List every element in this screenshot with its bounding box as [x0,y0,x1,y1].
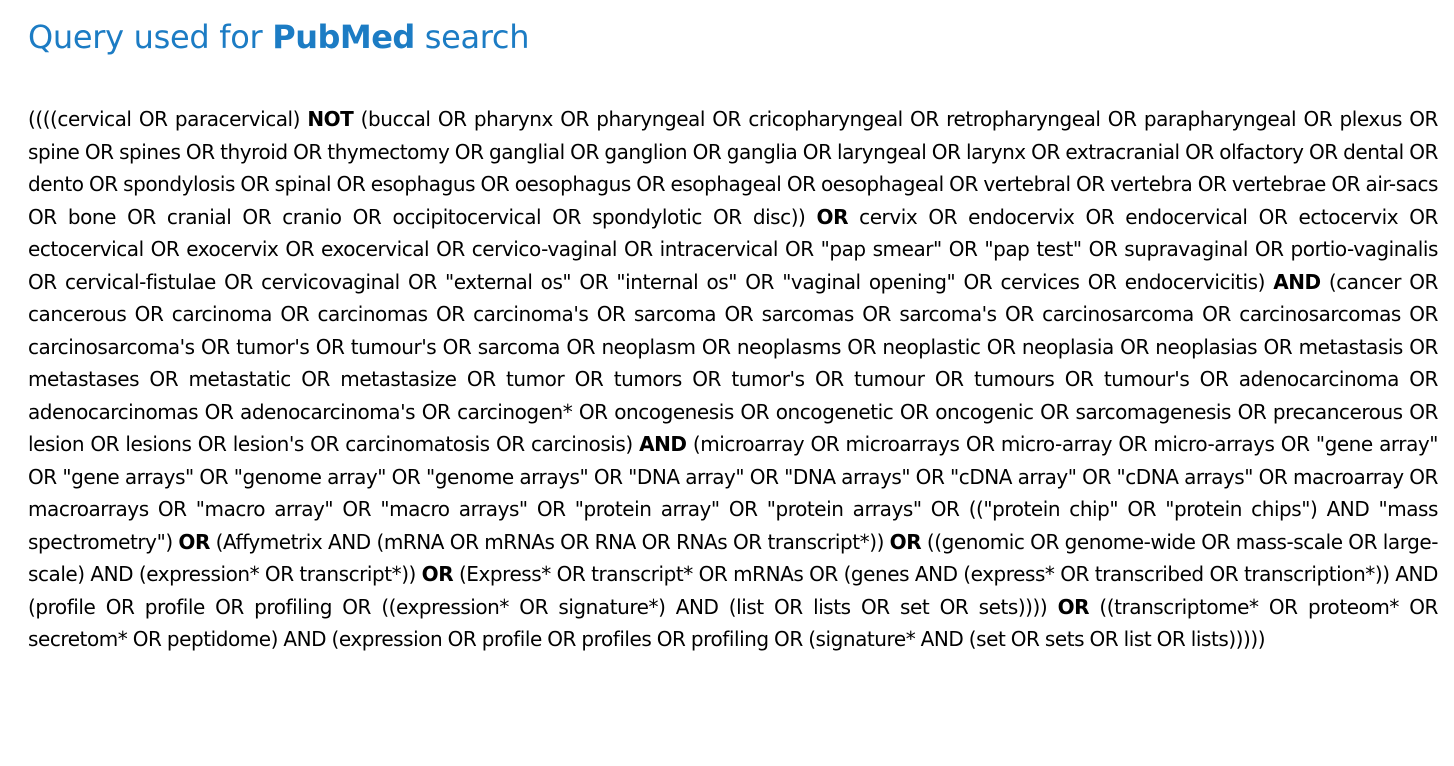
boolean-operator: OR [178,529,210,554]
query-segment: (cancer OR cancerous OR carcinoma OR carcinomas OR carcinoma's OR sarcoma OR sarcomas OR sarcoma's OR carcinosarcoma OR carcinosarcomas OR carcinosarcoma's OR tumor's OR tumour's OR sarcoma OR neoplasm OR neoplasms OR neoplastic OR neoplasia OR neoplasias OR metastasis OR metastases OR metastatic OR metastasize OR tumor OR tumors OR tumor's OR tumour OR tumours OR tumour's OR adenocarcinoma OR adenocarcinomas OR adenocarcinoma's OR carcinogen* OR oncogenesis OR oncogenetic OR oncogenic OR sarcomagenesis OR precancerous OR lesion OR lesions OR lesion's OR carcinomatosis OR carcinosis) [28,269,1438,456]
boolean-operator: NOT [307,107,354,131]
query-segment: ((genomic OR genome-wide OR mass-scale OR large-scale) AND (expression* OR transcript*)) [28,529,1438,586]
query-segment: cervix OR endocervix OR endocervical OR ectocervix OR ectocervical OR exocervix OR exocervical OR cervico-vaginal OR intracervical OR "pap smear" OR "pap test" OR supravaginal OR portio-vaginalis OR cervical-fistulae OR cervicovaginal OR "external os" OR "internal os" OR "vaginal opening" OR cervices OR endocervicitis) [28,204,1438,294]
boolean-operator: AND [1273,269,1321,294]
boolean-operator: OR [1057,594,1090,619]
query-segment: (buccal OR pharynx OR pharyngeal OR cricopharyngeal OR retropharyngeal OR parapharyngeal OR plexus OR spine OR spines OR thyroid OR thymectomy OR ganglial OR ganglion OR ganglia OR laryngeal OR larynx OR extracranial OR olfactory OR dental OR dento OR spondylosis OR spinal OR esophagus OR oesophagus OR esophageal OR oesophageal OR vertebral OR vertebra OR vertebrae OR air-sacs OR bone OR cranial OR cranio OR occipitocervical OR spondylotic OR disc)) [28,107,1438,229]
title-emphasis: PubMed [272,18,415,56]
boolean-operator: AND [639,432,687,456]
title-text: Query used for [28,18,273,56]
query-segment: ((((cervical OR paracervical) [28,107,308,131]
query-segment: ((transcriptome* OR proteom* OR secretom* OR peptidome) AND (expression OR profile OR profiles OR profiling OR (signature* AND (set OR sets OR list OR lists))))) [28,594,1439,651]
boolean-operator: OR [816,204,849,229]
boolean-operator: OR [889,529,922,554]
search-query-text [28,103,1438,656]
boolean-operator: OR [421,562,454,586]
query-segment: (microarray OR microarrays OR micro-array OR micro-arrays OR "gene array" OR "gene arrays" OR "genome array" OR "genome arrays" OR "DNA array" OR "DNA arrays" OR "cDNA array" OR "cDNA arrays" OR macroarray OR macroarrays OR "macro array" OR "macro arrays" OR "protein array" OR "protein arrays" OR (("protein chip" OR "protein chips") AND "mass spectrometry") [28,432,1439,554]
query-segment: (Affymetrix AND (mRNA OR mRNAs OR RNA OR RNAs OR transcript*)) [209,529,890,554]
page-title [28,18,529,56]
title-text-end: search [414,18,530,56]
query-segment: (Express* OR transcript* OR mRNAs OR (genes AND (express* OR transcribed OR transcription*)) AND (profile OR profile OR profiling OR ((expression* OR signature*) AND (list OR lists OR set OR sets)))) [28,562,1439,619]
